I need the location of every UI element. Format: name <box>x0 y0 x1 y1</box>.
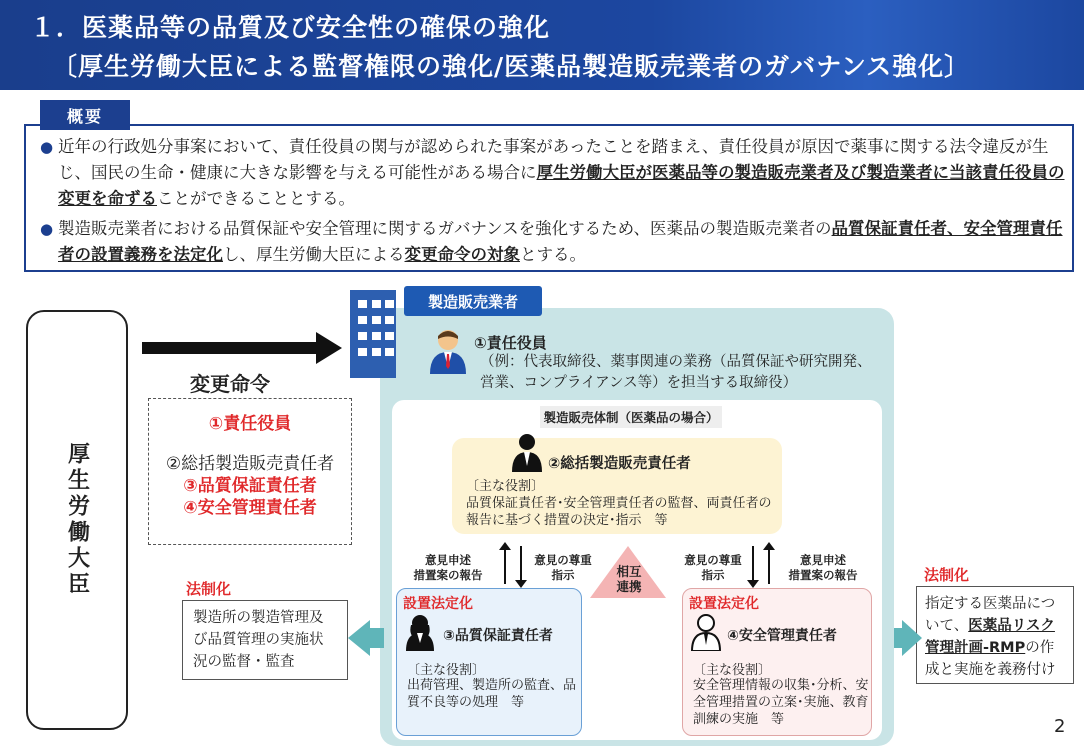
executive-description: （例：代表取締役、薬事関連の業務（品質保証や研究開発、営業、コンプライアンス等）を担当する取締役） <box>480 354 872 391</box>
overview-tag: 概要 <box>40 100 130 130</box>
bullet2-text-2: し、厚生労働大臣による <box>223 245 405 264</box>
executive-title: ①責任役員 <box>474 334 547 352</box>
sm-legal-label: 設置法定化 <box>689 596 759 612</box>
bullet1-emphasis: 厚生労働大臣が医薬品等の製造販売業者及び製造業者に当該責任役員の変更を命ずる <box>58 163 1065 208</box>
bullet2-text: 製造販売業者における品質保証や安全管理に関するガバナンスを強化するため、医薬品の製造販売業者の <box>58 219 832 238</box>
overview-bullet-2 <box>40 216 1065 268</box>
general-manager-title: ②総括製造販売責任者 <box>548 456 691 472</box>
bullet1-text: 近年の行政処分事案において、責任役員の関与が認められた事案があったことを踏まえ、責任役員が原因で薬事に関する法令違反が生じ、国民の生命・健康に大きな影響を与える可能性がある場合に <box>58 137 1049 182</box>
arrow-down-icon <box>747 580 759 588</box>
rmp-emphasis: 医薬品リスク管理計画-RMP <box>925 618 1055 656</box>
order-item-1: ①責任役員 <box>208 414 292 434</box>
company-tag: 製造販売業者 <box>404 286 542 316</box>
qa-legal-label: 設置法定化 <box>403 596 473 612</box>
right-law-box <box>916 586 1074 684</box>
left-block-arrow-icon <box>348 620 370 656</box>
left-down-arrow <box>520 546 522 584</box>
arrow-up-icon <box>499 542 511 550</box>
right-report-label: 意見申述 措置案の報告 <box>788 553 858 582</box>
quality-assurance-box <box>396 588 582 736</box>
right-down-arrow <box>752 546 754 584</box>
right-up-arrow <box>768 546 770 584</box>
qa-role-text: 出荷管理、製造所の監査、品質不良等の処理 等 <box>407 678 577 710</box>
system-tag: 製造販売体制（医薬品の場合） <box>540 406 722 428</box>
left-block-arrow-shaft <box>368 628 384 648</box>
sm-role-text: 安全管理情報の収集･分析、安全管理措置の立案･実施、教育訓練の実施 等 <box>693 678 869 727</box>
rmp-text-pre: 指定する医薬品について、 <box>925 596 1056 634</box>
minister-label: 厚生労働大臣 <box>64 442 90 598</box>
page-number: 2 <box>1054 716 1066 737</box>
right-law-label: 法制化 <box>924 566 970 584</box>
order-item-3: ③品質保証責任者 <box>183 476 317 496</box>
left-up-arrow <box>504 546 506 584</box>
arrow-down-icon <box>515 580 527 588</box>
order-arrow <box>142 342 318 354</box>
bullet-icon: ● <box>40 220 54 238</box>
general-role-text: 品質保証責任者･安全管理責任者の監督、両責任者の報告に基づく措置の決定･指示 等 <box>466 496 772 528</box>
title-banner <box>0 0 1084 90</box>
general-role-heading: 〔主な役割〕 <box>466 479 545 494</box>
order-title: 変更命令 <box>190 372 270 396</box>
bullet1-tail: ことができることとする。 <box>157 189 355 208</box>
title-line-1: １．医薬品等の品質及び安全性の確保の強化 <box>30 13 551 42</box>
order-target-box <box>148 398 352 545</box>
left-instruct-label: 意見の尊重 指示 <box>534 553 592 582</box>
general-manager-person-icon <box>510 432 544 472</box>
bullet2-tail: とする。 <box>520 245 586 264</box>
order-arrow-head-icon <box>316 332 342 364</box>
bullet-icon: ● <box>40 138 54 156</box>
right-block-arrow-icon <box>902 620 922 656</box>
bullet2-emphasis-1: 品質保証責任者、安全管理責任者の設置義務を法定化 <box>58 219 1063 264</box>
order-item-4: ④安全管理責任者 <box>183 498 317 518</box>
minister-box <box>26 310 128 730</box>
qa-role-heading: 〔主な役割〕 <box>407 663 486 678</box>
arrow-up-icon <box>763 542 775 550</box>
left-report-label: 意見申述 措置案の報告 <box>413 553 483 582</box>
right-instruct-label: 意見の尊重 指示 <box>684 553 742 582</box>
rmp-text-post: の作成と実施を義務付け <box>925 640 1056 678</box>
executive-person-icon <box>428 328 468 374</box>
bullet2-emphasis-2: 変更命令の対象 <box>404 245 520 264</box>
mutual-label: 相互 連携 <box>616 564 642 594</box>
title-line-2: 〔厚生労働大臣による監督権限の強化/医薬品製造販売業者のガバナンス強化〕 <box>52 52 971 81</box>
sm-role-heading: 〔主な役割〕 <box>693 663 772 678</box>
qa-person-icon <box>405 613 435 651</box>
left-law-box: 製造所の製造管理及び品質管理の実施状況の監督・監査 <box>182 600 348 680</box>
building-icon <box>350 290 396 378</box>
sm-title: ④安全管理責任者 <box>727 628 837 644</box>
overview-box <box>24 124 1074 272</box>
overview-bullet-1 <box>40 134 1065 212</box>
sm-person-icon <box>691 613 721 651</box>
order-item-2: ②総括製造販売責任者 <box>165 454 335 474</box>
qa-title: ③品質保証責任者 <box>443 628 553 644</box>
general-manager-role <box>466 478 776 529</box>
left-law-label: 法制化 <box>186 580 232 598</box>
safety-management-box <box>682 588 872 736</box>
